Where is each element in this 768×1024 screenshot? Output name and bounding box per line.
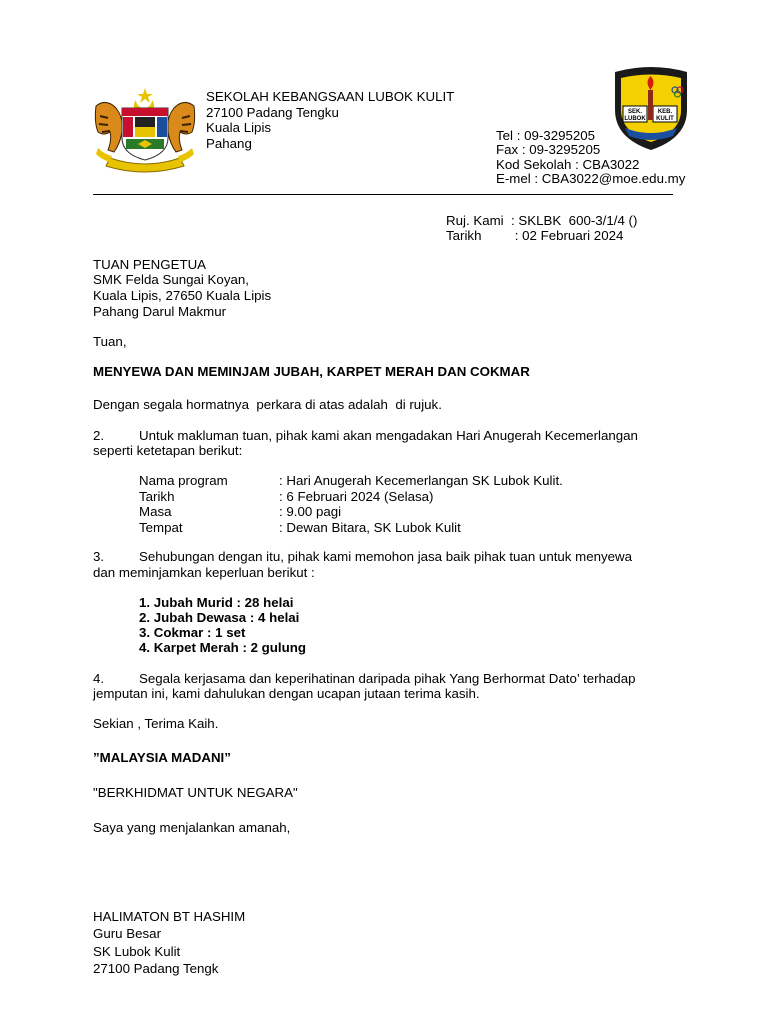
crest-text: KEB. [657, 109, 673, 115]
school-name: SEKOLAH KEBANGSAAN LUBOK KULIT [206, 89, 455, 104]
contact-email: E-mel : CBA3022@moe.edu.my [496, 171, 686, 186]
request-item: 3. Cokmar : 1 set [139, 625, 246, 640]
paragraph-number: 4. [93, 671, 105, 686]
reference-number: Ruj. Kami : SKLBK 600-3/1/4 () [446, 213, 638, 228]
detail-value: : Hari Anugerah Kecemerlangan SK Lubok Kulit. [279, 473, 563, 488]
paragraph-text: seperti ketetapan berikut: [93, 443, 243, 458]
coat-of-arms-icon [90, 86, 200, 176]
crest-text: LUBOK [624, 116, 646, 122]
contact-fax: Fax : 09-3295205 [496, 142, 601, 157]
detail-row [139, 489, 433, 505]
slogan-berkhidmat: "BERKHIDMAT UNTUK NEGARA" [93, 785, 298, 800]
detail-label: Tempat [139, 520, 183, 535]
signatory-name: HALIMATON BT HASHIM [93, 909, 246, 924]
request-item: 2. Jubah Dewasa : 4 helai [139, 610, 300, 625]
request-item: 4. Karpet Merah : 2 gulung [139, 640, 306, 655]
closing-line: Sekian , Terima Kaih. [93, 716, 219, 731]
detail-label: Nama program [139, 473, 228, 488]
detail-row [139, 504, 341, 520]
slogan-malaysia-madani: ”MALAYSIA MADANI” [93, 750, 231, 765]
signatory-school: SK Lubok Kulit [93, 944, 181, 959]
sign-off: Saya yang menjalankan amanah, [93, 820, 291, 835]
crest-text: KULIT [656, 116, 674, 122]
address-line: Kuala Lipis [206, 120, 272, 135]
detail-row [139, 473, 563, 489]
paragraph-text: Segala kerjasama dan keperihatinan daripada pihak Yang Berhormat Dato’ terhadap [139, 671, 636, 686]
paragraph-text: jemputan ini, kami dahulukan dengan ucapan jutaan terima kasih. [93, 686, 480, 701]
detail-label: Masa [139, 504, 172, 519]
paragraph-number: 3. [93, 549, 105, 564]
paragraph-text: Untuk makluman tuan, pihak kami akan mengadakan Hari Anugerah Kecemerlangan [139, 428, 638, 443]
detail-value: : 6 Februari 2024 (Selasa) [279, 489, 434, 504]
recipient-line: Kuala Lipis, 27650 Kuala Lipis [93, 288, 272, 303]
paragraph-text: dan meminjamkan keperluan berikut : [93, 565, 315, 580]
detail-value: : 9.00 pagi [279, 504, 342, 519]
salutation: Tuan, [93, 334, 127, 349]
detail-value: : Dewan Bitara, SK Lubok Kulit [279, 520, 461, 535]
letter-subject: MENYEWA DAN MEMINJAM JUBAH, KARPET MERAH DAN COKMAR [93, 364, 530, 379]
signatory-address: 27100 Padang Tengk [93, 961, 219, 976]
crest-text: SEK. [627, 109, 643, 115]
signatory-title: Guru Besar [93, 926, 161, 941]
detail-row [139, 520, 461, 536]
request-item: 1. Jubah Murid : 28 helai [139, 595, 294, 610]
detail-label: Tarikh [139, 489, 175, 504]
opening-line: Dengan segala hormatnya perkara di atas adalah di rujuk. [93, 397, 442, 412]
recipient-line: SMK Felda Sungai Koyan, [93, 272, 249, 287]
contact-tel: Tel : 09-3295205 [496, 128, 596, 143]
header-divider [93, 194, 673, 195]
recipient-line: TUAN PENGETUA [93, 257, 207, 272]
contact-school-code: Kod Sekolah : CBA3022 [496, 157, 640, 172]
paragraph-text: Sehubungan dengan itu, pihak kami memohon jasa baik pihak tuan untuk menyewa [139, 549, 633, 564]
address-line: 27100 Padang Tengku [206, 105, 339, 120]
paragraph-number: 2. [93, 428, 105, 443]
recipient-line: Pahang Darul Makmur [93, 304, 227, 319]
school-crest-icon [609, 66, 693, 152]
address-line: Pahang [206, 136, 252, 151]
letter-date: Tarikh : 02 Februari 2024 [446, 228, 624, 243]
